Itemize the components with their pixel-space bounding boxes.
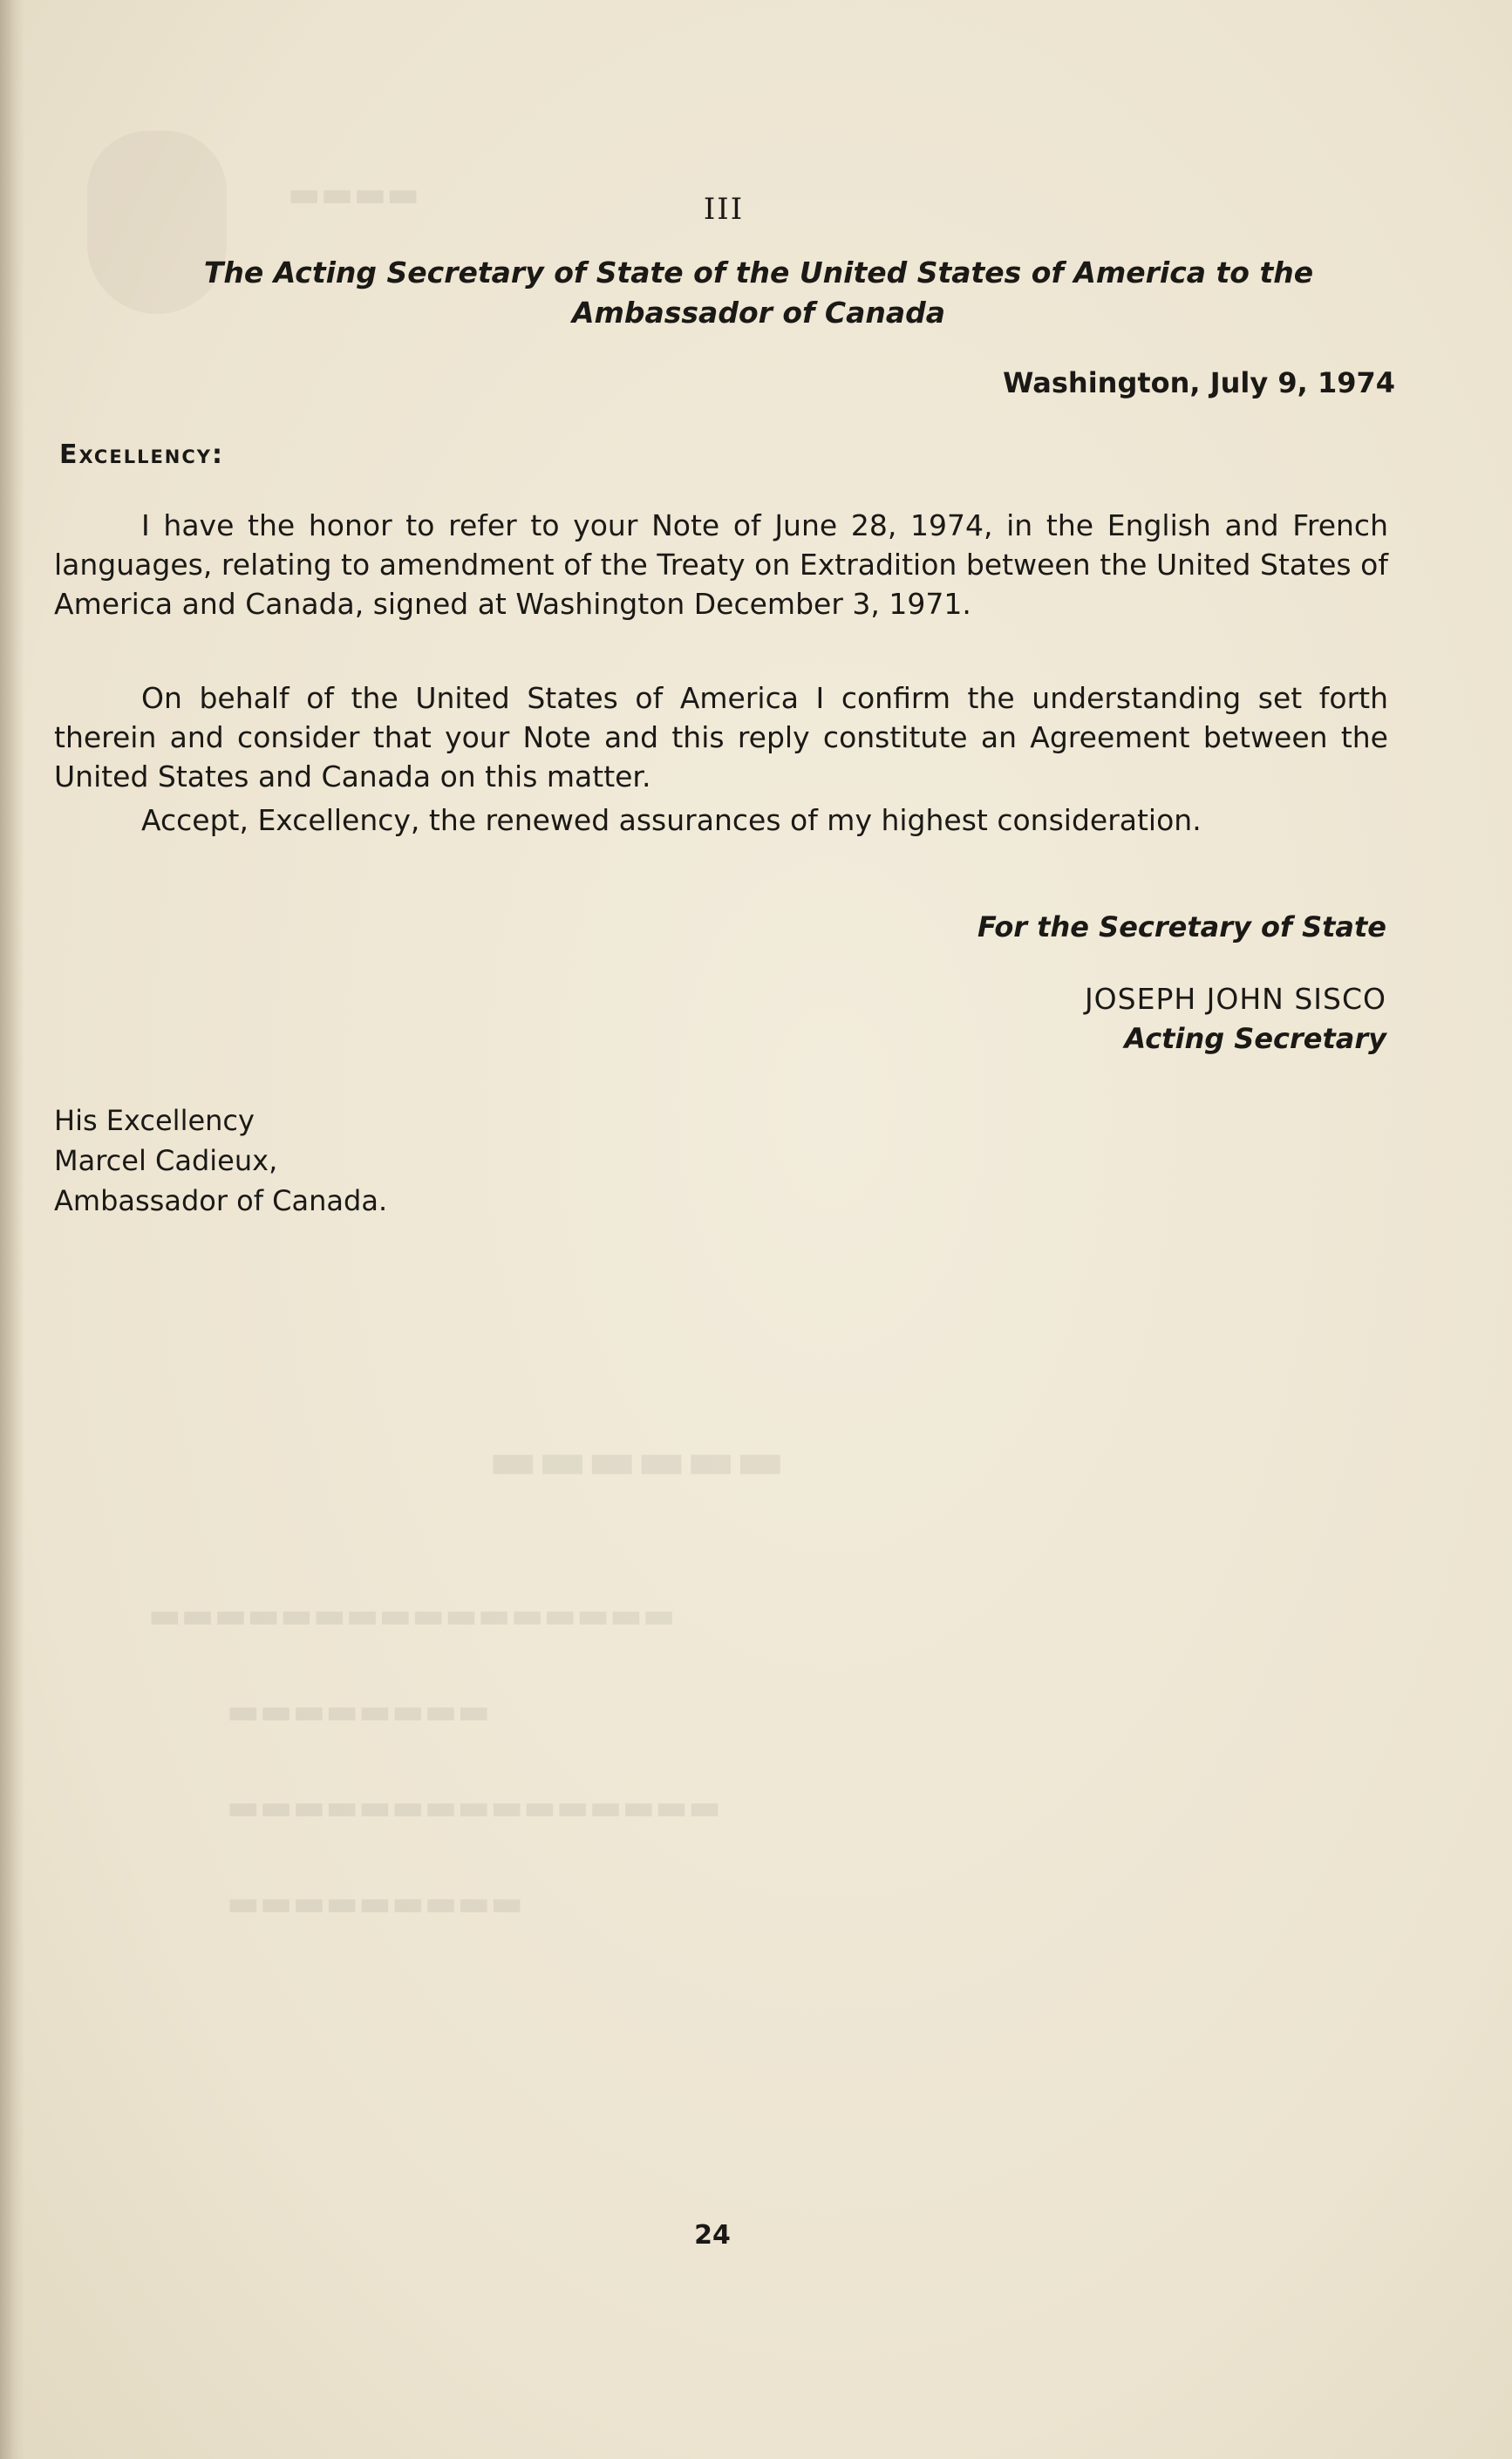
page-number: 24: [694, 2220, 731, 2251]
addressee-line: Marcel Cadieux,: [54, 1144, 278, 1177]
show-through-text: ▬▬▬▬: [288, 174, 420, 215]
date-line: Washington, July 9, 1974: [1003, 366, 1395, 399]
signatory-name: JOSEPH JOHN SISCO: [1084, 982, 1386, 1016]
show-through-text: ▬▬▬▬▬▬▬▬: [227, 1692, 491, 1732]
body-paragraph: Accept, Excellency, the renewed assurances of my highest consideration.: [141, 803, 1202, 837]
section-number: III: [703, 192, 745, 227]
show-through-text: ▬▬▬▬▬▬▬▬▬: [227, 1883, 524, 1924]
addressee-line: Ambassador of Canada.: [54, 1184, 388, 1217]
signatory-title: Acting Secretary: [1124, 1022, 1386, 1055]
show-through-text: ▬▬▬▬▬▬▬▬▬▬▬▬▬▬▬: [227, 1788, 721, 1828]
show-through-text: ▬▬▬▬▬▬: [488, 1430, 786, 1491]
letter-heading: [131, 253, 1386, 333]
body-paragraph: On behalf of the United States of America I confirm the understanding set forth therein and consider that your Note and this reply constitute an Agreement between the United States and Canada on this matter.: [54, 681, 1388, 794]
letter-heading-line: Ambassador of Canada: [571, 296, 946, 330]
addressee-block: [54, 1100, 664, 1221]
signature-for-line: For the Secretary of State: [977, 910, 1386, 943]
salutation: Excellency:: [59, 439, 224, 470]
show-through-text: ▬▬▬▬▬▬▬▬▬▬▬▬▬▬▬▬: [148, 1596, 676, 1636]
page-binding-edge: [0, 0, 24, 2459]
letter-heading-line: The Acting Secretary of State of the United States of America to the: [203, 255, 1314, 289]
addressee-line: His Excellency: [54, 1104, 255, 1137]
body-paragraph: I have the honor to refer to your Note of June 28, 1974, in the English and French languages, relating to amendment of the Treaty on Extradition between the United States of America and Canada, signed at Washington December 3, 1971.: [54, 508, 1388, 621]
